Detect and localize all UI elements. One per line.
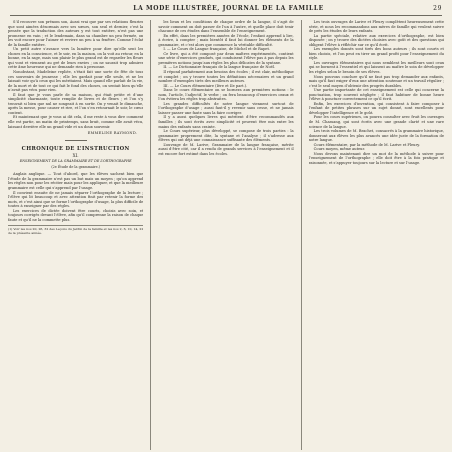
paragraph: Les ouvrages élémentaires qui nous semblent les meilleurs sont ceux qui se bornent à l’essentiel et qui laissent au maître le soin de développer les règles selon le besoin de ses élèves.	[308, 60, 444, 75]
column-divider	[150, 20, 151, 450]
paragraph: La partie spéciale, relative aux exercices d’orthographe, est bien disposée ; on y trouve des dictées choisies avec goût et des questions qui obligent l’élève à réfléchir sur ce qu’il écrit.	[308, 33, 444, 47]
paragraph: Dans le cours élémentaire on se bornera aux premières notions : le nom, l’article, l’adjectif, le verbe ; on fera beaucoup d’exercices oraux et l’on évitera les règles trop abstraites.	[158, 88, 294, 102]
column-divider	[301, 20, 302, 450]
paragraph: Il répond parfaitement aux besoins des écoles ; il est clair, méthodique et complet ; on y trouve toutes les définitions nécessaires et un grand nombre d’exemples tirés des meilleurs auteurs.	[158, 70, 294, 84]
paragraph: les lieux et les conditions de chaque ordre de la langue, il s’agit de savoir comment on doit passer de l’un à l’autre, et quelle place doit tenir chacune de ces études dans l’ensemble de l’enseignement.	[158, 20, 294, 34]
paragraph: Les exercices de dictée doivent être courts, choisis avec soin, et toujours corrigés devant l’élève, afin qu’il comprenne la raison de chaque faute et qu’il ne la commette plus.	[8, 208, 144, 222]
column-1	[8, 20, 143, 450]
paragraph: I. — Le Cours de Langue française, de Michel et de Rapet.	[163, 47, 271, 52]
paragraph: S’il recouvre son prénom son, Aussi vrai que par ses relations fleuries que sont aimées désormais avec ses sœurs, son seul et dernier, c’est la pensée que la traduction des auteurs y est tout entière, n’est pas une promesse en vain ; et le lendemain, dans sa chambre un peu fermée, on les voit encore pour l’aimer et revivre un peu à sa fenêtre. Comme l’éclat de la famille entière.	[8, 20, 144, 47]
footnote: (1) Voir les nos 20, 26, 32 des Leçons du Jardin de la famille et les nos 2, 6, 10, 14, 22 de la présente année.	[8, 227, 144, 236]
author-signature: EMMELINE RAYMOND.	[87, 131, 138, 136]
paragraph: Ce livre, qui a été composé par deux maîtres expérimentés, contient une série d’exercices gradués, qui conduisent l’élève pas à pas depuis les premières notions jusqu’aux règles les plus délicates de la syntaxe.	[158, 51, 294, 65]
paragraph: Enfin, les exercices d’invention, qui consistent à faire composer à l’enfant de petites phrases sur un sujet donné, sont excellents pour développer l’intelligence et le goût.	[308, 101, 444, 115]
paragraph: Il convient ensuite de ne jamais séparer l’orthographe de la lecture ; l’élève qui lit beaucoup et avec attention finit par retenir la forme des mots, et c’est ainsi que se forme l’orthographe d’usage, la plus difficile de toutes à enseigner par des règles.	[8, 190, 144, 209]
divider	[65, 140, 87, 141]
paragraph: Cours élémentaire, par la méthode de M. Larive et Fleury.	[313, 142, 420, 147]
paragraph: Et maintenant que je vous ai dit cela, il me reste à vous dire comment elle est partie, un matin de printemps, sans bruit, comme elle avait vécu, laissant derrière elle un grand vide et un doux souvenir.	[8, 115, 144, 129]
paragraph: Nonobstant, Madeleine repliée, s’était fait une sorte de fête de tous ces souvenirs de jeunesse ; elle les gardait pour elle seule, et ne les laissait voir qu’à ceux qui les méritaient. Mais quand elle parlait de la vie, de la mort et de tout ce qui fait le fond des choses, on sentait bien qu’elle n’avait pas vécu pour rien.	[8, 70, 144, 93]
page-number: 29	[433, 5, 442, 12]
columns	[8, 20, 444, 450]
paragraph: L’ouvrage de M. Larive, Grammaire de la langue française, mérite aussi d’être cité, car il a rendu de grands services à l’enseignement et il est encore fort estimé dans les écoles.	[158, 142, 294, 156]
paragraph: Il y a aussi quelques livres qui méritent d’être recommandés aux familles ; ils sont écrits avec simplicité et peuvent être mis entre les mains des enfants sans crainte.	[158, 115, 294, 129]
section-subtitle: ENSEIGNEMENT DE LA GRAMMAIRE ET DE L’ORTHOGRAPHE	[19, 159, 132, 164]
paragraph: Anglais anglique. — Tout d’abord, que les élèves sachent bien que l’étude de la grammaire n’est pas un but mais un moyen ; qu’on apprend les règles non pour les réciter mais pour les appliquer, et que la meilleure grammaire est celle qui s’apprend par l’usage.	[8, 172, 144, 190]
running-head	[10, 5, 442, 16]
paragraph: III. — Le Cours élémentaire (Ière et IIe part.).	[163, 83, 248, 88]
paragraph: II. — Le Dictionnaire français de la langue française de Noël.	[163, 65, 276, 70]
paragraph: Un petit autre s’avance vers la lumière pour dire qu’elle sent les choses en la conscience, et le soir, en la maison, on la voit au retour, en la bonne, en la sage, mais son plaisir le plus grand est de regarder les fleurs qui vont et viennent au gré de leurs envies ; on ne saurait trop admirer cette âme heureuse qui ne demande rien à personne.	[8, 47, 144, 70]
section-subtitle-2: (2e Étude de la grammaire.)	[51, 164, 100, 169]
paragraph: Les trois ouvrages de Larive et Fleury complètent heureusement cette série, et nous les recommandons aux mères de famille qui veulent suivre de près les études de leurs enfants.	[308, 20, 444, 34]
paragraph: Nous pouvons conclure qu’il ne faut pas trop demander aux enfants, mais qu’il faut exiger d’eux une attention soutenue et un travail régulier ; c’est le seul moyen d’obtenir des progrès durables.	[308, 74, 444, 88]
section-number: XI.	[72, 152, 79, 158]
paragraph: Le Cours supérieur, plus développé, se compose de trois parties : la grammaire proprement dite, la syntaxe et l’analyse ; il s’adresse aux élèves qui ont déjà une connaissance suffisante des éléments.	[158, 129, 294, 143]
column-3	[309, 20, 444, 450]
paragraph: Il faut que je vous parle de sa maison, qui était petite et d’une simplicité charmante, toute remplie de livres et de fleurs ; et l’on s’y trouvait si bien que nul ne songeait à en sortir. On y venait le dimanche, après la messe, pour causer et rire, et l’on s’en retournait le soir, le cœur content.	[8, 92, 144, 115]
column-2	[158, 20, 293, 450]
paragraph: Pour les cours supérieurs, on pourra consulter avec fruit les ouvrages de M. Chassang, qui sont écrits avec une grande clarté et une rare science de la langue.	[308, 115, 444, 129]
paragraph: Les grandes difficultés de notre langue viennent surtout de l’orthographe d’usage ; aussi faut-il y revenir sans cesse, et ne jamais laisser passer une faute sans la faire corriger.	[158, 101, 294, 115]
publication-title: LA MODE ILLUSTRÉE, JOURNAL DE LA FAMILLE	[133, 5, 324, 12]
paragraph: Nous devons maintenant dire un mot de la méthode à suivre pour l’enseignement de l’orthographe ; elle doit être à la fois pratique et raisonnée, et s’appuyer toujours sur la lecture et sur l’usage.	[308, 151, 444, 165]
paragraph: Les trois volumes de M. Brachet, consacrés à la grammaire historique, donneront aux élèves les plus avancés une idée juste de la formation de notre langue.	[308, 129, 444, 143]
paragraph: Les exemples donnés sont tirés des bons auteurs ; ils sont courts et bien choisis, et l’on peut en tirer un grand profit pour l’enseignement du style.	[308, 47, 444, 61]
paragraph: Une partie importante de cet enseignement est celle qui concerne la ponctuation, trop souvent négligée ; il faut habituer de bonne heure l’élève à ponctuer correctement ce qu’il écrit.	[308, 88, 444, 102]
paragraph: En effet, dans les premières années de l’école, l’enfant apprend à lire, à écrire, à compter ; mais bientôt il faut lui donner les éléments de la grammaire, et c’est alors que commence la véritable difficulté.	[158, 33, 294, 47]
section-title: CHRONIQUE DE L’INSTRUCTION	[21, 145, 130, 152]
paragraph: Cours moyen, même auteur.	[313, 147, 365, 152]
